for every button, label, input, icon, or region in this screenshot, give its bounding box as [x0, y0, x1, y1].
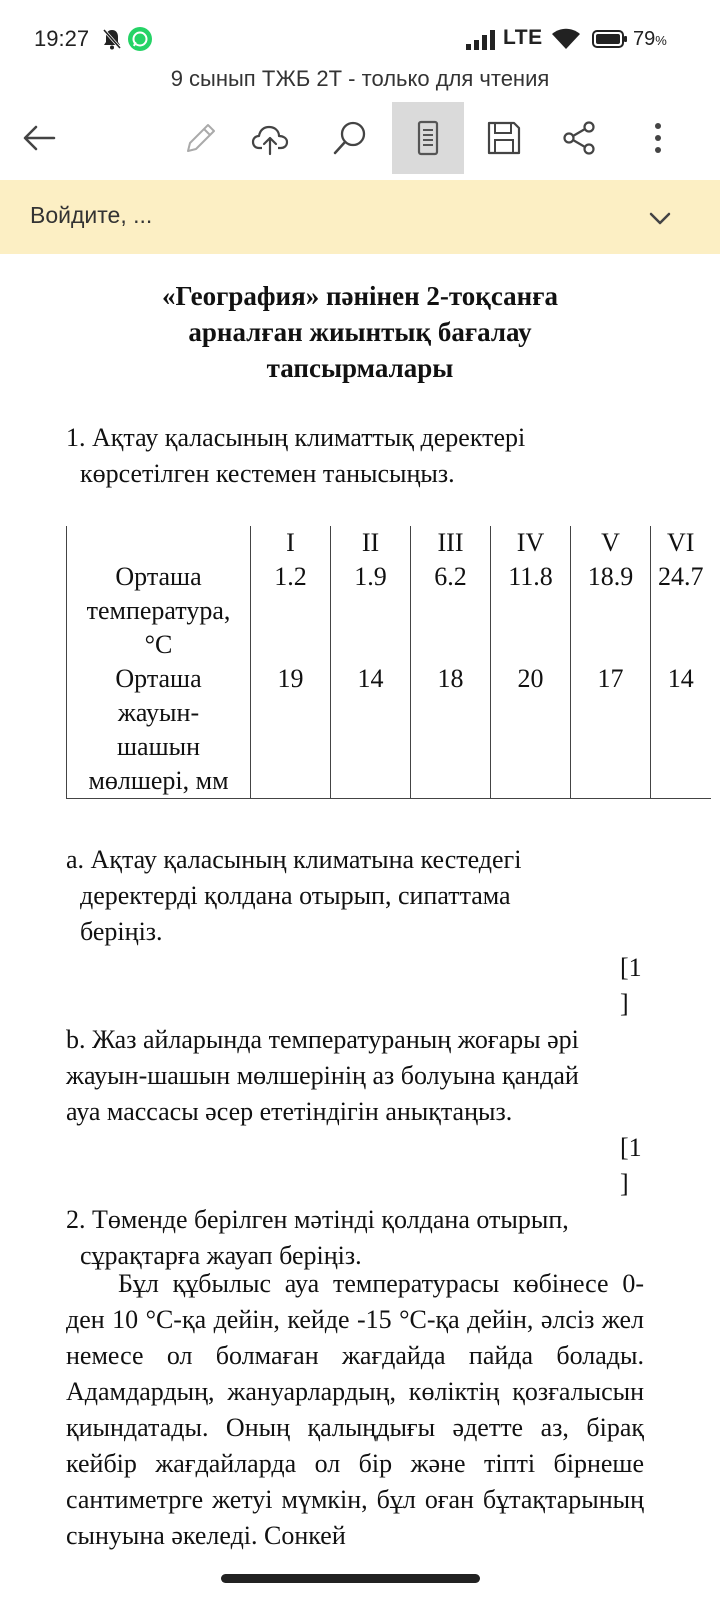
row-header-line: Орташа [115, 562, 202, 591]
temperature-cell: 24.7 [651, 560, 711, 662]
status-time: 19:27 [34, 26, 90, 51]
question-a-mark [620, 950, 642, 1022]
question-1-line: көрсетілген кестемен танысыңыз. [80, 459, 455, 488]
document-content [0, 254, 720, 1554]
question-a-line: деректерді қолдана отырып, сипаттама [80, 881, 511, 910]
reading-paragraph: Бұл құбылыс ауа температурасы көбінесе 0-ден 10 °С-қа дейін, кейде -15 °С-қа дейін, әлсіз жел немесе ол болмаған жағдайда пайда болады. Адамдардың, жануарлардың, көліктің қозғалысын қиындатады. Оның қалыңдығы әдетте аз, бірақ кейбір жағдайларда ол бір және тіпті бірнеше сантиметрге жетуі мүмкін, бұл оған бұтақтарының сынуына әкеледі. Сонкей [66, 1269, 644, 1550]
battery-icon [592, 30, 628, 48]
heading-line: «География» пәнінен 2-тоқсанға [161, 281, 558, 311]
mark-line: ] [620, 1169, 629, 1198]
precipitation-cell: 14 [651, 662, 711, 799]
network-type: LTE [503, 26, 543, 49]
question-a-line: a. Ақтау қаласының климатына кестедегі [66, 845, 522, 874]
question-2-line: сұрақтарға жауап беріңіз. [80, 1241, 362, 1270]
toolbar [0, 100, 720, 176]
question-b-line: ауа массасы әсер ететіндігін анықтаңыз. [66, 1097, 513, 1126]
row-header-line: жауын- [117, 698, 200, 727]
battery-value: 79 [633, 28, 656, 50]
mark-line: ] [620, 989, 629, 1018]
question-a [66, 842, 521, 950]
battery-unit: % [655, 33, 667, 48]
row-header-line: мөлшері, мм [88, 766, 229, 795]
question-1 [66, 420, 525, 492]
month-header: II [331, 526, 411, 560]
more-icon [638, 118, 678, 158]
precipitation-cell: 20 [491, 662, 571, 799]
back-arrow-icon [20, 118, 60, 158]
more-options-button[interactable] [622, 102, 694, 174]
row-header-line: шашын [117, 732, 200, 761]
edit-button[interactable] [164, 102, 236, 174]
table-corner [67, 526, 251, 560]
temperature-cell: 1.9 [331, 560, 411, 662]
whatsapp-icon [128, 27, 152, 51]
mark-line: [1 [620, 1133, 642, 1162]
precipitation-cell: 18 [411, 662, 491, 799]
search-icon [330, 118, 370, 158]
cloud-upload-icon [250, 118, 290, 158]
login-banner[interactable] [0, 180, 720, 254]
save-button[interactable] [468, 102, 540, 174]
mobile-view-icon [408, 118, 448, 158]
home-gesture-bar[interactable] [221, 1574, 480, 1583]
question-b-mark [620, 1130, 642, 1202]
back-button[interactable] [4, 102, 76, 174]
temperature-row-header [67, 560, 251, 662]
chevron-down-icon[interactable] [646, 204, 674, 232]
battery-percent [633, 28, 667, 51]
document-title: 9 сынып ТЖБ 2Т - только для чтения [170, 66, 550, 91]
question-a-line: беріңіз. [80, 917, 163, 946]
search-button[interactable] [314, 102, 386, 174]
bell-muted-icon [102, 28, 122, 50]
question-b-line: жауын-шашын мөлшерінің аз болуына қандай [66, 1061, 579, 1090]
banner-text: Войдите, ... [30, 202, 153, 228]
month-header: IV [491, 526, 571, 560]
question-1-line: 1. Ақтау қаласының климаттық деректері [66, 423, 526, 452]
signal-icon [466, 30, 496, 50]
wifi-icon [552, 28, 580, 50]
upload-button[interactable] [234, 102, 306, 174]
temperature-cell: 6.2 [411, 560, 491, 662]
question-2-line: 2. Төменде берілген мәтінді қолдана отырып, [66, 1205, 569, 1234]
share-button[interactable] [544, 102, 616, 174]
mark-line: [1 [620, 953, 642, 982]
temperature-cell: 11.8 [491, 560, 571, 662]
question-b-line: b. Жаз айларында температураның жоғары әрі [66, 1025, 579, 1054]
heading-line: тапсырмалары [266, 353, 454, 383]
climate-table [66, 526, 711, 799]
precipitation-row-header [67, 662, 251, 799]
save-icon [484, 118, 524, 158]
mobile-view-button[interactable] [392, 102, 464, 174]
precipitation-cell: 14 [331, 662, 411, 799]
temperature-cell: 18.9 [571, 560, 651, 662]
month-header: VI [651, 526, 711, 560]
heading-line: арналған жиынтық бағалау [188, 317, 532, 347]
precipitation-cell: 17 [571, 662, 651, 799]
precipitation-cell: 19 [251, 662, 331, 799]
row-header-line: Орташа [115, 664, 202, 693]
month-header: I [251, 526, 331, 560]
pencil-icon [180, 118, 220, 158]
document-heading [0, 278, 720, 386]
status-bar [0, 0, 720, 70]
row-header-line: °С [144, 630, 173, 659]
month-header: V [571, 526, 651, 560]
question-2 [66, 1202, 569, 1274]
month-header: III [411, 526, 491, 560]
temperature-cell: 1.2 [251, 560, 331, 662]
question-b [66, 1022, 579, 1130]
share-icon [560, 118, 600, 158]
row-header-line: температура, [86, 596, 231, 625]
